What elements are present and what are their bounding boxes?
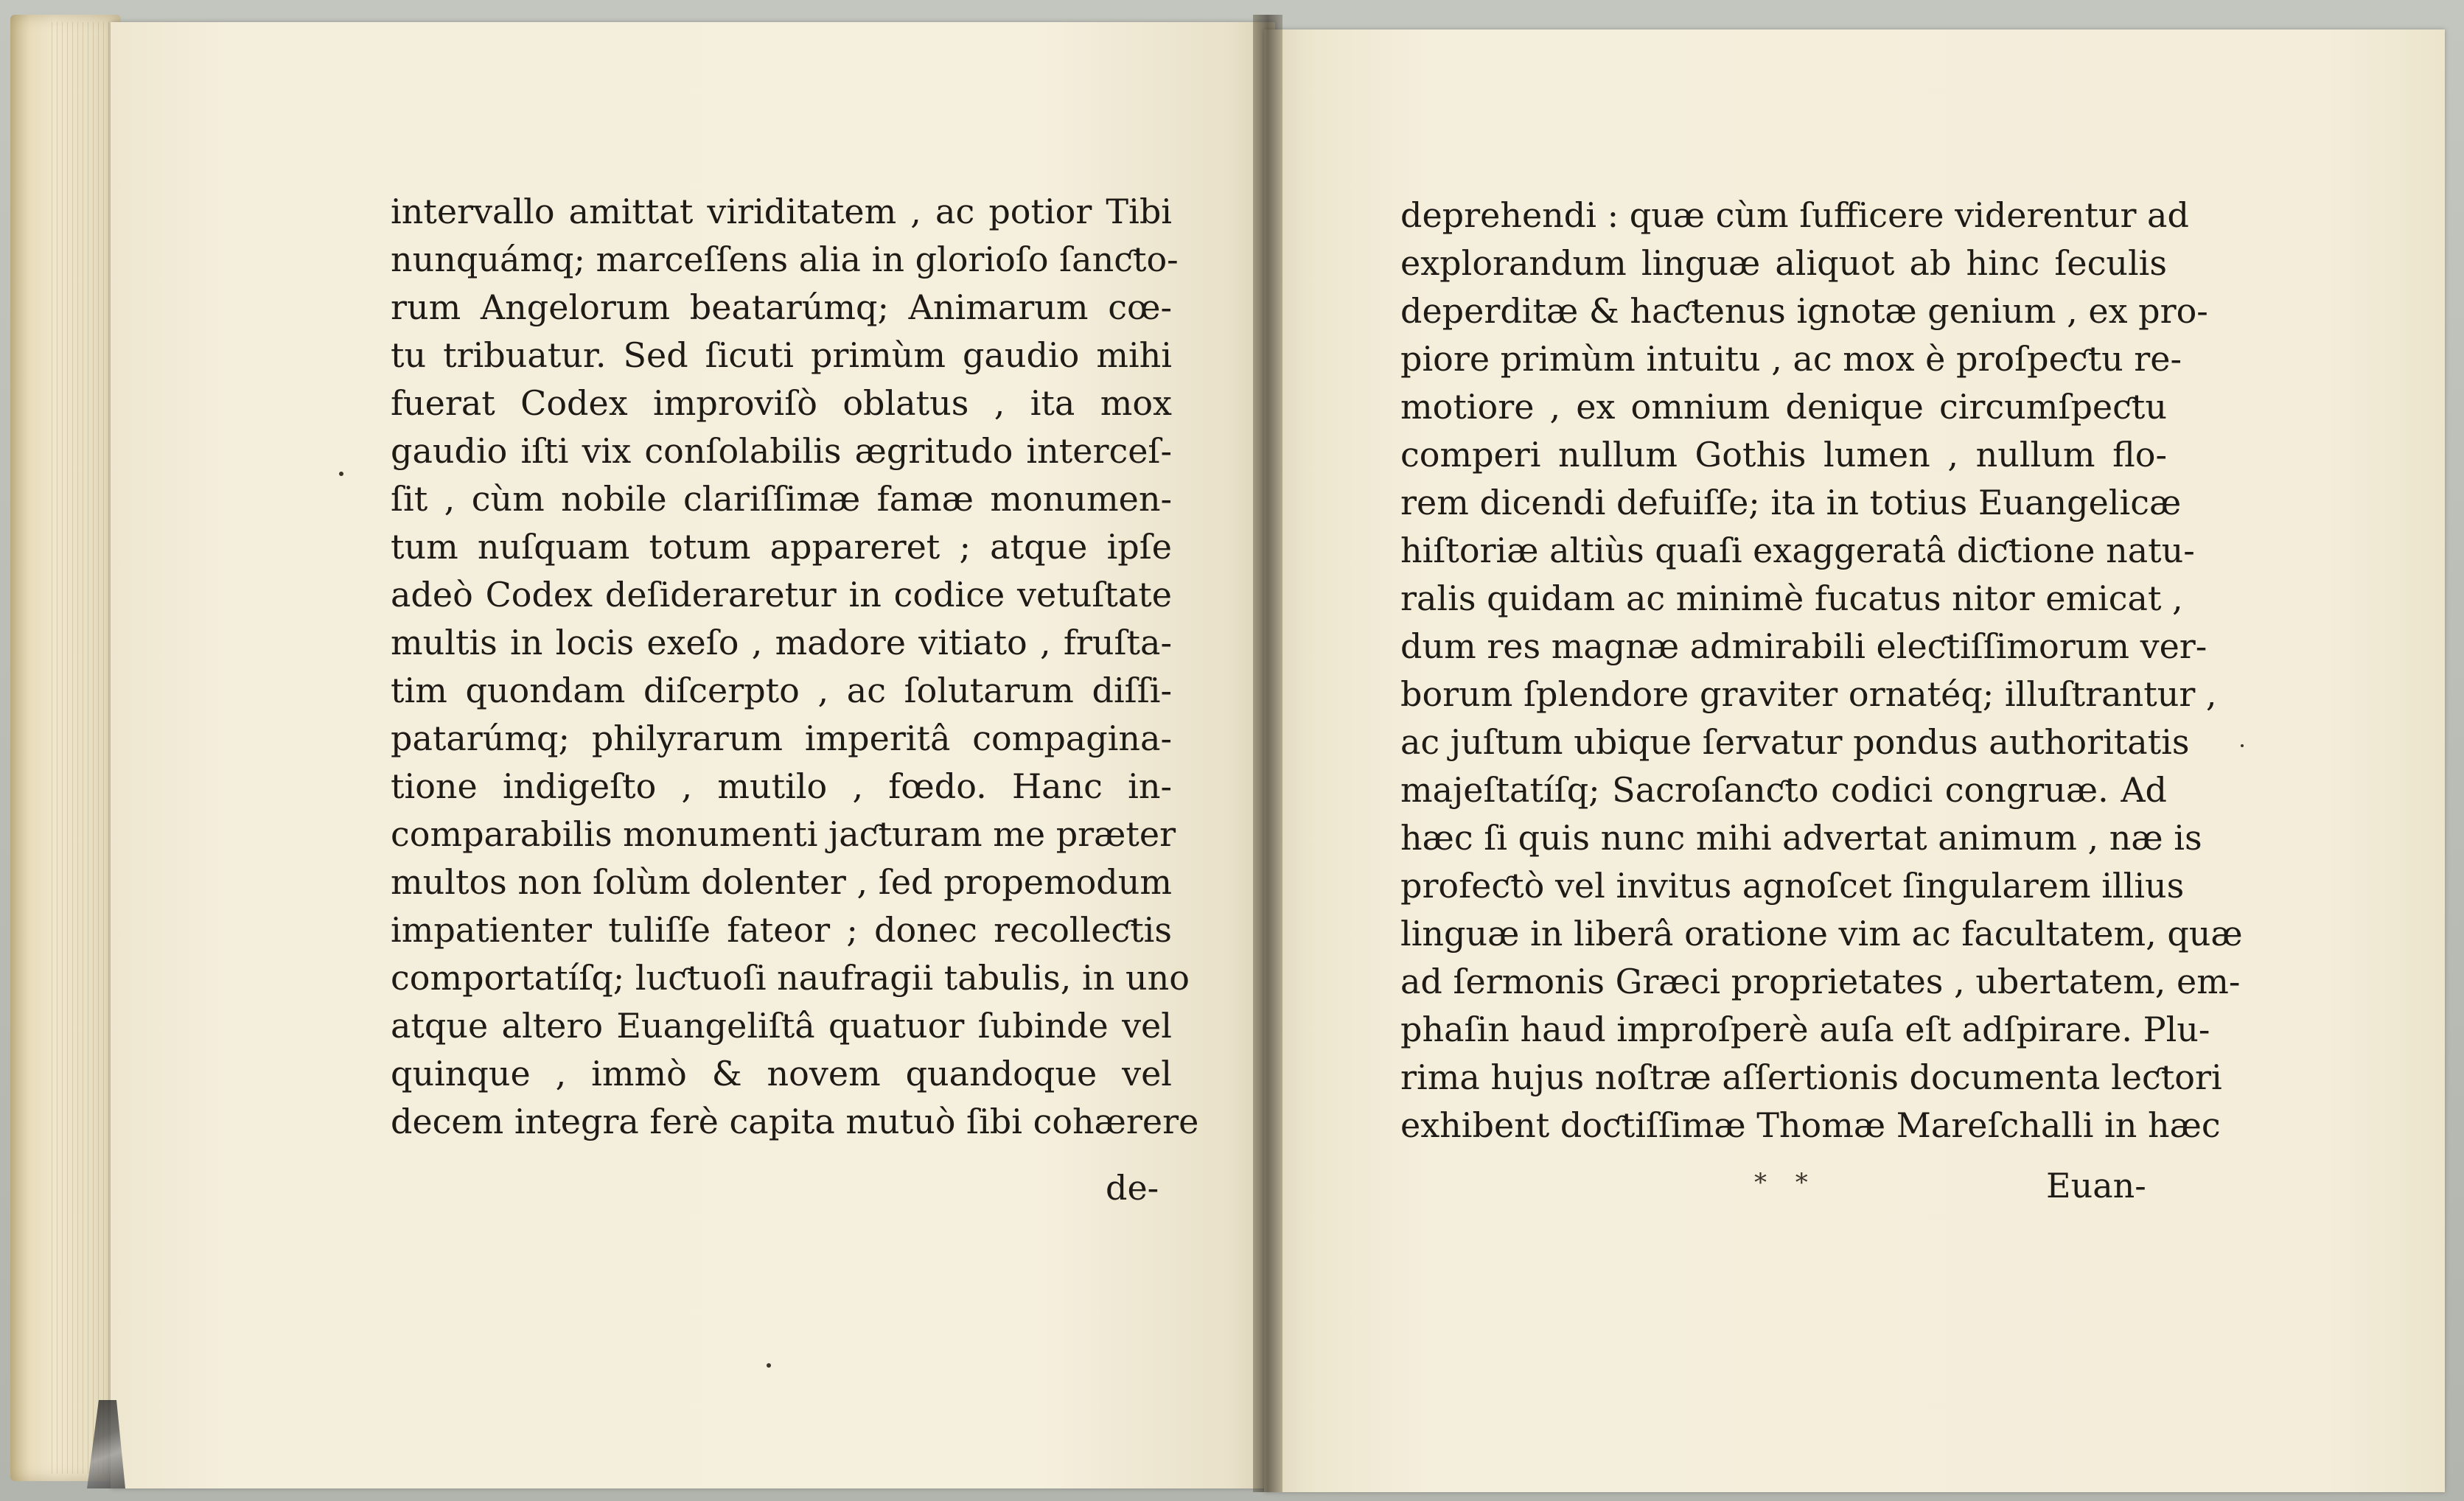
text-line: tum nuſquam totum appareret ; atque ipſe <box>391 527 1172 567</box>
text-line: tione indigeſto , mutilo , fœdo. Hanc in- <box>391 766 1172 806</box>
text-line: comparabilis monumenti jaƈturam me præter <box>391 814 1176 854</box>
text-line: piore primùm intuitu , ac mox è proſpeƈtu re- <box>1400 339 2182 379</box>
left-catchword: de- <box>1106 1168 1159 1208</box>
text-line: rum Angelorum beatarúmq; Animarum cœ- <box>391 287 1172 327</box>
text-line: majeſtatíſq; Sacroſanƈto codici congruæ. Ad <box>1400 770 2167 810</box>
text-line: ſit , cùm nobile clariſſimæ famæ monumen- <box>391 479 1172 519</box>
text-line: atque altero Euangeliſtâ quatuor ſubinde vel <box>391 1006 1172 1046</box>
book-gutter <box>1253 15 1282 1492</box>
text-line: comperi nullum Gothis lumen , nullum flo- <box>1400 435 2167 475</box>
text-line: hæc ſi quis nunc mihi advertat animum , næ is <box>1400 818 2202 858</box>
signature-mark: * * <box>1754 1168 1818 1197</box>
right-catchword: Euan- <box>2046 1166 2146 1206</box>
text-line: gaudio iſti vix conſolabilis ægritudo interceſ- <box>391 431 1172 471</box>
text-line: impatienter tuliſſe fateor ; donec recolleƈtis <box>391 910 1172 950</box>
text-line: deprehendi : quæ cùm ſufficere viderentur ad <box>1400 195 2189 235</box>
ink-speck <box>2241 744 2244 747</box>
right-page-text <box>1400 192 2243 1150</box>
text-line: explorandum linguæ aliquot ab hinc ſeculis <box>1400 243 2167 283</box>
text-line: quinque , immò & novem quandoque vel <box>391 1054 1172 1094</box>
text-line: intervallo amittat viriditatem , ac potior Tibi <box>391 192 1172 231</box>
text-line: nunquámq; marceſſens alia in glorioſo ſanƈto- <box>391 239 1179 279</box>
text-line: comportatíſq; luƈtuoſi naufragii tabulis, in uno <box>391 958 1190 998</box>
page-edge-lines <box>52 22 118 1474</box>
text-line: rem dicendi defuiſſe; ita in totius Euangelicæ <box>1400 483 2182 522</box>
text-line: borum ſplendore graviter ornatéq; illuſtrantur , <box>1400 674 2217 714</box>
text-line: linguæ in liberâ oratione vim ac facultatem, quæ <box>1400 914 2243 954</box>
text-line: ac juſtum ubique ſervatur pondus authoritatis <box>1400 722 2190 762</box>
ink-speck <box>767 1363 771 1368</box>
text-line: decem integra ferè capita mutuò ſibi cohærere <box>391 1102 1199 1141</box>
text-line: phaſin haud improſperè auſa eſt adſpirare. Plu- <box>1400 1010 2210 1049</box>
text-line: deperditæ & haƈtenus ignotæ genium , ex pro- <box>1400 291 2208 331</box>
text-line: multos non ſolùm dolenter , ſed propemodum <box>391 862 1172 902</box>
text-line: hiſtoriæ altiùs quaſi exaggeratâ diƈtione natu- <box>1400 531 2195 570</box>
text-line: tim quondam diſcerpto , ac ſolutarum diſſi- <box>391 671 1172 710</box>
text-line: ad ſermonis Græci proprietates , ubertatem, em- <box>1400 962 2241 1001</box>
text-line: rima hujus noſtræ aſſertionis documenta leƈtori <box>1400 1057 2222 1097</box>
text-line: multis in locis exeſo , madore vitiato , fruſta- <box>391 623 1172 662</box>
text-line: patarúmq; philyrarum imperitâ compagina- <box>391 718 1172 758</box>
text-line: motiore , ex omnium denique circumſpeƈtu <box>1400 387 2167 427</box>
text-line: profeƈtò vel invitus agnoſcet ſingularem illius <box>1400 866 2185 906</box>
ink-speck <box>339 472 343 476</box>
text-line: exhibent doƈtiſſimæ Thomæ Mareſchalli in hæc <box>1400 1105 2221 1145</box>
text-line: dum res magnæ admirabili eleƈtiſſimorum ver- <box>1400 626 2208 666</box>
left-page-text <box>391 188 1199 1146</box>
text-line: tu tribuatur. Sed ſicuti primùm gaudio mihi <box>391 335 1172 375</box>
text-line: ralis quidam ac minimè fucatus nitor emicat , <box>1400 578 2183 618</box>
text-line: fuerat Codex improviſò oblatus , ita mox <box>391 383 1172 423</box>
text-line: adeò Codex deſideraretur in codice vetuſtate <box>391 575 1172 615</box>
